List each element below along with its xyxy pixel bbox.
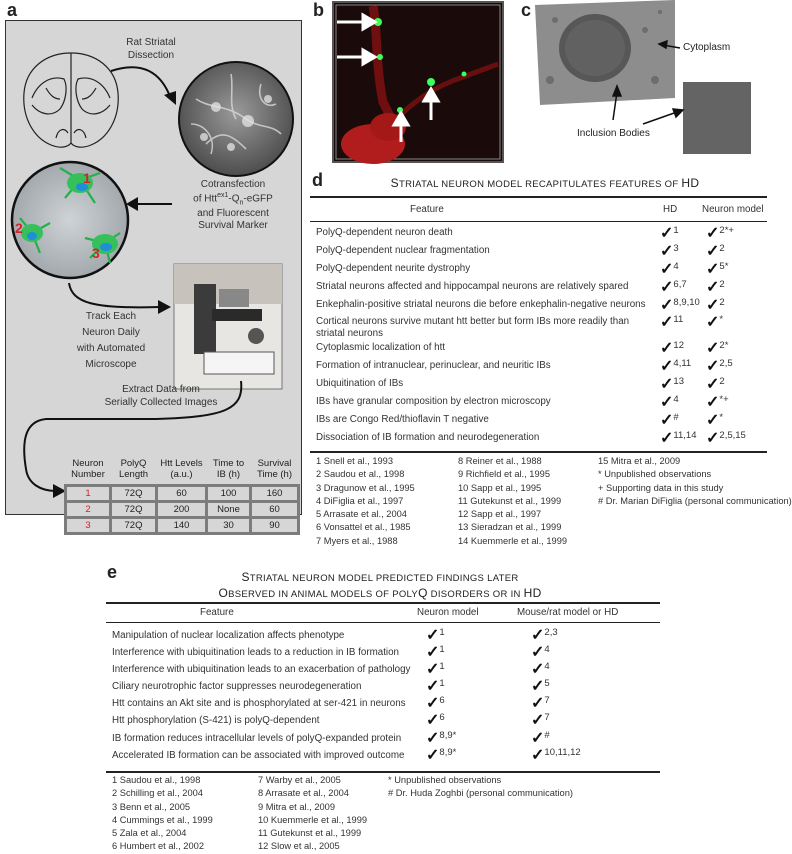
footnote: 3 Dragunow et al., 1995 xyxy=(316,482,415,493)
table-d-row-hd-ref: 12 xyxy=(673,340,684,351)
table-e-row-animal-check: ✓$^{2,3}$ xyxy=(531,627,558,644)
neuron-number-3: 3 xyxy=(92,245,100,261)
neuron-number-1: 1 xyxy=(83,170,91,186)
table-d-row-model-ref: 2,5,15 xyxy=(719,430,746,441)
table-row: 1 72Q 60 100 160 xyxy=(66,485,299,501)
table-e-row-model-ref: 6 xyxy=(439,695,445,706)
table-d-row-model-ref: 2 xyxy=(719,279,725,290)
footnote: * Unpublished observations xyxy=(598,469,712,480)
table-d-row-feature: Striatal neurons affected and hippocampal neurons are relatively spared xyxy=(316,281,629,292)
table-d-row-hd-ref: 3 xyxy=(673,243,679,254)
table-d-row-model-ref: 2 xyxy=(719,243,725,254)
table-e-row-animal-ref: 4 xyxy=(544,661,550,672)
table-d-row-hd-check: ✓$^{13}$ xyxy=(660,376,684,393)
panel-c-label: c xyxy=(521,0,532,20)
table-e-row-model-check: ✓$^1$ xyxy=(426,644,445,661)
table-e-row-model-ref: 8,9* xyxy=(439,747,457,758)
panel-a-workflow xyxy=(5,20,302,531)
table-d-row-feature: IBs are Congo Red/thioflavin T negative xyxy=(316,414,489,425)
table-d-row-feature: Cytoplasmic localization of htt xyxy=(316,342,446,353)
table-e-row-feature: Manipulation of nuclear localization affects phenotype xyxy=(112,630,345,641)
table-d-row-feature: Formation of intranuclear, perinuclear, and neuritic IBs xyxy=(316,360,551,371)
table-d-row-hd-check: ✓$^4$ xyxy=(660,261,679,278)
table-d-row-model-ref: 2*+ xyxy=(719,225,734,236)
table-d-row-model-check: ✓$^2$ xyxy=(706,243,725,260)
table-d-row-model-ref: 2,5 xyxy=(719,358,733,369)
footnote: 12 Sapp et al., 1997 xyxy=(458,509,542,520)
automated-microscope-photo xyxy=(174,264,282,389)
table-e-row-feature: Htt contains an Akt site and is phosphorylated at ser-421 in neurons xyxy=(112,698,406,709)
footnote: 3 Benn et al., 2005 xyxy=(112,801,191,812)
table-d-row-hd-check: ✓$^1$ xyxy=(660,225,679,242)
table-e-row-model-ref: 1 xyxy=(439,661,445,672)
footnote: 15 Mitra et al., 2009 xyxy=(598,456,681,466)
table-d-row-model-check: ✓$^{2*}$ xyxy=(706,340,729,357)
table-d-row-hd-check: ✓$^{8,9,10}$ xyxy=(660,297,700,314)
footnote: 12 Slow et al., 2005 xyxy=(258,841,340,852)
table-d-row-model-ref: 2* xyxy=(719,340,729,351)
footnote: 4 Cummings et al., 1999 xyxy=(112,814,213,825)
table-d-row-hd-check: ✓$^4$ xyxy=(660,394,679,411)
table-e-row-animal-check: ✓$^{10,11,12}$ xyxy=(531,747,581,764)
footnote: 4 DiFiglia et al., 1997 xyxy=(316,495,404,506)
table-d-col-model: Neuron model xyxy=(702,204,764,215)
arrow-dissection-to-culture xyxy=(106,61,186,111)
col-htt-levels: Htt Levels (a.u.) xyxy=(160,458,203,480)
table-e-row-animal-check: ✓$^4$ xyxy=(531,644,550,661)
footnote: 8 Reiner et al., 1988 xyxy=(458,456,542,466)
footnote: 9 Mitra et al., 2009 xyxy=(258,801,335,812)
table-e-row-animal-ref: 7 xyxy=(544,695,550,706)
extract-label: Extract Data from Serially Collected Images xyxy=(104,384,218,408)
panel-e-label: e xyxy=(107,562,118,582)
table-d-row-hd-ref: 13 xyxy=(673,376,684,387)
table-e-row-model-check: ✓$^6$ xyxy=(426,712,445,729)
table-e-row-model-ref: 8,9* xyxy=(439,730,457,741)
table-e-row-model-ref: 1 xyxy=(439,627,445,638)
table-d-row-feature: PolyQ-dependent nuclear fragmentation xyxy=(316,245,490,256)
arrow-transfection xyxy=(124,186,174,216)
table-d-row-hd-check: ✓$^{4,11}$ xyxy=(660,358,692,375)
table-e-row-model-check: ✓$^1$ xyxy=(426,678,445,695)
table-e-row-animal-ref: 2,3 xyxy=(544,627,558,638)
panel-a-label: a xyxy=(7,0,18,20)
table-d-row-model-ref: * xyxy=(719,314,724,325)
table-e-row-animal-check: ✓$^7$ xyxy=(531,712,550,729)
footnote: 1 Saudou et al., 1998 xyxy=(112,775,201,785)
track-label: Track Each Neuron Daily with Automated Microscope xyxy=(76,311,146,370)
table-e-footnotes-col3 xyxy=(388,774,573,801)
table-e-row-feature: Interference with ubiquitination leads to a reduction in IB formation xyxy=(112,647,399,658)
table-d-row-model-ref: 5* xyxy=(719,261,729,272)
table-d-footnotes-col1 xyxy=(316,455,415,548)
table-d-row-hd-ref: 8,9,10 xyxy=(673,297,700,308)
table-d-row-model-ref: 2 xyxy=(719,297,725,308)
neuron-number-2: 2 xyxy=(15,220,23,236)
table-d-row-hd-ref: 4 xyxy=(673,261,679,272)
panel-d-label: d xyxy=(312,170,323,190)
footnote: 7 Myers et al., 1988 xyxy=(316,535,398,546)
table-d-row-hd-ref: 11 xyxy=(673,314,684,325)
table-e-title-line1: STRIATAL NEURON MODEL PREDICTED FINDINGS LATER xyxy=(241,570,519,584)
table-d-row-feature: Ubiquitination of IBs xyxy=(316,378,404,389)
table-e-row-feature: Accelerated IB formation can be associated with improved outcome xyxy=(112,750,405,761)
table-d-bottom-rule xyxy=(310,451,767,453)
table-d-row-feature: Enkephalin-positive striatal neurons die before enkephalin-negative neurons xyxy=(316,299,646,310)
inclusion-bodies-label: Inclusion Bodies xyxy=(577,128,650,139)
table-e-row-model-check: ✓$^1$ xyxy=(426,627,445,644)
footnote: 5 Zala et al., 2004 xyxy=(112,828,187,839)
col-neuron-number: Neuron Number xyxy=(71,458,105,480)
table-e-row-animal-check: ✓$^4$ xyxy=(531,661,550,678)
table-d-row-hd-check: ✓$^{6,7}$ xyxy=(660,279,687,296)
footnote: 8 Arrasate et al., 2004 xyxy=(258,788,349,799)
table-e-row-feature: IB formation reduces intracellular levels of polyQ-expanded protein xyxy=(112,733,402,744)
table-d-row-model-check: ✓* xyxy=(706,412,724,429)
table-e-row-animal-ref: 10,11,12 xyxy=(544,747,581,758)
table-row: 3 72Q 140 30 90 xyxy=(66,517,299,533)
table-d-footnotes-col3 xyxy=(598,455,792,508)
table-d-row-hd-check: ✓$^3$ xyxy=(660,243,679,260)
table-d-row-model-ref: 2 xyxy=(719,376,725,387)
footnote: 1 Snell et al., 1993 xyxy=(316,456,394,466)
transfected-neurons-image xyxy=(10,158,130,282)
table-d-row-hd-check: ✓$^{11,14}$ xyxy=(660,430,697,447)
table-d-row-hd-ref: 4 xyxy=(673,394,679,405)
table-e-row-model-ref: 6 xyxy=(439,712,445,723)
table-e-row-animal-check: ✓$^7$ xyxy=(531,695,550,712)
table-e-bottom-rule xyxy=(106,771,660,773)
table-e-title-line2: OBSERVED IN ANIMAL MODELS OF POLYQ DISORDERS OR IN HD xyxy=(218,586,542,600)
table-d-row-feature: IBs have granular composition by electron microscopy xyxy=(316,396,551,407)
table-e-row-feature: Interference with ubiquitination leads to an exacerbation of pathology xyxy=(112,664,411,675)
footnote: 7 Warby et al., 2005 xyxy=(258,775,341,785)
footnote: 6 Humbert et al., 2002 xyxy=(112,841,204,852)
footnote: # Dr. Marian DiFiglia (personal communication) xyxy=(598,495,792,506)
table-e-header-rule xyxy=(106,622,660,623)
panel-b-label: b xyxy=(313,0,324,20)
table-e-row-model-check: ✓$^{8,9*}$ xyxy=(426,730,457,747)
table-d-title: STRIATAL NEURON MODEL RECAPITULATES FEATURES OF HD xyxy=(390,176,700,190)
footnote: * Unpublished observations xyxy=(388,775,502,785)
electron-micrograph xyxy=(535,0,767,160)
table-d-row-model-check: ✓$^2$ xyxy=(706,376,725,393)
fluorescence-micrograph xyxy=(333,2,503,162)
table-d-row-feature: PolyQ-dependent neurite dystrophy xyxy=(316,263,471,274)
table-e-col-feature: Feature xyxy=(200,607,234,618)
footnote: 13 Sieradzan et al., 1999 xyxy=(458,522,562,533)
table-e-row-animal-check: ✓$^5$ xyxy=(531,678,550,695)
table-d-row-hd-ref: # xyxy=(673,412,679,423)
table-e-row-animal-ref: 5 xyxy=(544,678,550,689)
table-d-row-hd-ref: 6,7 xyxy=(673,279,687,290)
table-d-row-model-check: ✓$^2$ xyxy=(706,297,725,314)
footnote: 9 Richfield et al., 1995 xyxy=(458,469,550,480)
table-e-row-model-check: ✓$^1$ xyxy=(426,661,445,678)
footnote: 14 Kuemmerle et al., 1999 xyxy=(458,535,568,546)
culture-micrograph xyxy=(176,59,296,179)
col-survival-time: Survival Time (h) xyxy=(256,458,292,480)
table-d-row-hd-ref: 1 xyxy=(673,225,679,236)
table-d-row-model-check: ✓$^{2,5}$ xyxy=(706,358,733,375)
table-e-row-model-check: ✓$^{8,9*}$ xyxy=(426,747,457,764)
table-d-row-feature: Dissociation of IB formation and neurodegeneration xyxy=(316,432,540,443)
table-d-row-hd-ref: 4,11 xyxy=(673,358,692,369)
col-time-to-ib: Time to IB (h) xyxy=(212,458,245,480)
table-d-row-model-check: ✓$^{2*+}$ xyxy=(706,225,734,242)
table-d-header-rule xyxy=(310,221,767,222)
footnote: 10 Sapp et al., 1995 xyxy=(458,482,542,493)
table-e-row-animal-ref: 4 xyxy=(544,644,550,655)
table-e-row-model-ref: 1 xyxy=(439,678,445,689)
table-d-row-hd-check: ✓$^{12}$ xyxy=(660,340,684,357)
table-d-row-model-ref: * xyxy=(719,412,724,423)
cytoplasm-label: Cytoplasm xyxy=(683,42,731,53)
table-d-col-hd: HD xyxy=(663,204,678,215)
table-d-row-model-check: ✓$^2$ xyxy=(706,279,725,296)
table-e-footnotes-col2 xyxy=(258,774,367,854)
table-e-footnotes-col1 xyxy=(112,774,213,854)
table-e-row-animal-ref: 7 xyxy=(544,712,550,723)
table-d-footnotes-col2 xyxy=(458,455,567,548)
neuron-data-table xyxy=(64,459,300,535)
table-d-col-feature: Feature xyxy=(410,204,444,215)
footnote: + Supporting data in this study xyxy=(598,482,724,493)
table-e-row-animal-ref: # xyxy=(544,730,550,741)
table-d-row-hd-check: ✓$^{11}$ xyxy=(660,314,684,331)
table-e-top-rule xyxy=(106,602,660,604)
table-d-top-rule xyxy=(310,196,767,198)
footnote: 2 Saudou et al., 1998 xyxy=(316,469,405,480)
col-polyq-length: PolyQ Length xyxy=(118,458,149,480)
cotransfection-label: Cotransfection of $Htt^{ex1}-Q_n$-eGFP and Fluorescent Survival Marker xyxy=(193,179,273,232)
table-e-col-model: Neuron model xyxy=(417,607,479,618)
table-d-row-model-check: ✓$^{2,5,15}$ xyxy=(706,430,746,447)
table-d-row-hd-check: ✓# xyxy=(660,412,679,429)
table-d-row-model-check: ✓$^{5*}$ xyxy=(706,261,729,278)
footnote: # Dr. Huda Zoghbi (personal communication) xyxy=(388,788,573,799)
table-d-row-feature: PolyQ-dependent neuron death xyxy=(316,227,453,238)
footnote: 5 Arrasate et al., 2004 xyxy=(316,509,407,520)
table-d-row-hd-ref: 11,14 xyxy=(673,430,697,441)
table-d-row-feature: Cortical neurons survive mutant htt better but form IBs more readily than striatal neurons xyxy=(316,316,630,339)
table-d-row-model-ref: *+ xyxy=(719,394,729,405)
table-e-row-model-ref: 1 xyxy=(439,644,445,655)
table-d-row-model-check: ✓*+ xyxy=(706,394,729,411)
dissection-label: Rat Striatal Dissection xyxy=(126,37,176,61)
footnote: 11 Gutekunst et al., 1999 xyxy=(458,495,562,506)
footnote: 11 Gutekunst et al., 1999 xyxy=(258,828,362,839)
footnote: 2 Schilling et al., 2004 xyxy=(112,788,203,799)
table-d-row-model-check: ✓* xyxy=(706,314,724,331)
footnote: 6 Vonsattel et al., 1985 xyxy=(316,522,411,533)
table-e-row-feature: Ciliary neurotrophic factor suppresses neurodegeneration xyxy=(112,681,362,692)
table-e-row-model-check: ✓$^6$ xyxy=(426,695,445,712)
table-e-col-animal: Mouse/rat model or HD xyxy=(517,607,619,618)
table-row: 2 72Q 200 None 60 xyxy=(66,501,299,517)
footnote: 10 Kuemmerle et al., 1999 xyxy=(258,814,368,825)
table-e-row-feature: Htt phosphorylation (S-421) is polyQ-dependent xyxy=(112,715,320,726)
table-e-row-animal-check: ✓# xyxy=(531,730,550,747)
